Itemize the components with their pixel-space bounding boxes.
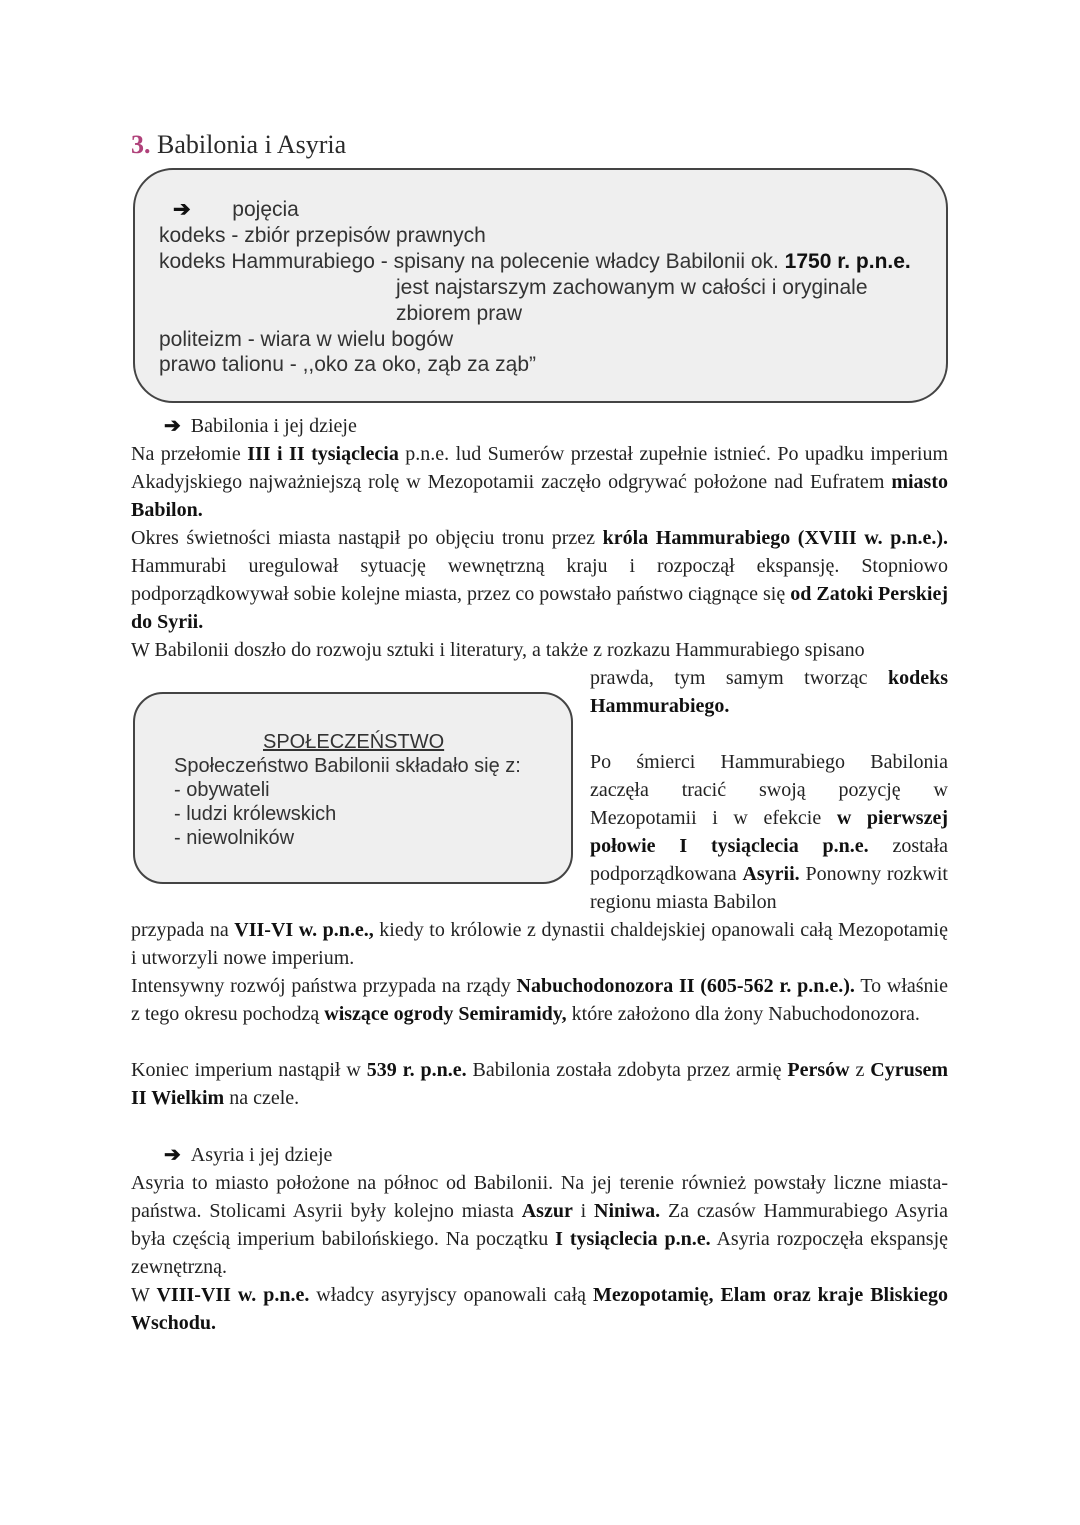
paragraph-asyria-2: W VIII-VII w. p.n.e. władcy asyryjscy opanowali całą Mezopotamię, Elam oraz kraje Bliskiego Wschodu. bbox=[131, 1284, 948, 1334]
paragraph-asyria-1: Asyria to miasto położone na północ od Babilonii. Na jej terenie również powstały liczne miasta-państwa. Stolicami Asyrii były kolejno miasta Aszur i Niniwa. Za czasów Hammurabiego Asyria była częścią imperium babilońskiego. Na początku I tysiąclecia p.n.e. Asyria rozpoczęła ekspansję zewnętrzną. bbox=[131, 1172, 949, 1278]
section-title: Babilonia i Asyria bbox=[157, 130, 347, 159]
paragraph-babilonia-1: Na przełomie III i II tysiąclecia p.n.e. lud Sumerów przestał zupełnie istnieć. Po upadku imperium Akadyjskiego najważniejszą rolę w Mezopotamii zaczęło odgrywać położone nad Eufratem miasto Babilon. bbox=[131, 443, 949, 521]
society-item: - niewolników bbox=[174, 827, 295, 849]
society-box bbox=[133, 692, 573, 884]
society-item: - obywateli bbox=[174, 779, 270, 801]
paragraph-babilonia-3-cont: prawda, tym samym tworząc kodeks Hammurabiego. bbox=[590, 667, 948, 717]
concept-kodeks: kodeks - zbiór przepisów prawnych bbox=[159, 224, 486, 247]
paragraph-babilonia-6: Koniec imperium nastąpił w 539 r. p.n.e. Babilonia została zdobyta przez armię Persów z Cyrusem II Wielkim na czele. bbox=[131, 1059, 949, 1109]
concepts-box bbox=[133, 168, 948, 403]
concept-kodeks-hammurabiego: kodeks Hammurabiego - spisany na polecenie władcy Babilonii ok. 1750 r. p.n.e. bbox=[159, 250, 911, 273]
paragraph-babilonia-3: W Babilonii doszło do rozwoju sztuki i literatury, a także z rozkazu Hammurabiego spisano bbox=[131, 639, 865, 661]
society-header: SPOŁECZEŃSTWO bbox=[263, 731, 445, 753]
concept-politeizm: politeizm - wiara w wielu bogów bbox=[159, 328, 454, 351]
paragraph-babilonia-4: Po śmierci Hammurabiego Babilonia zaczęła tracić swoją pozycję w Mezopotamii i w efekcie w pierwszej połowie I tysiąclecia p.n.e. została podporządkowana Asyrii. Ponowny rozkwit regionu miasta Babilon bbox=[590, 751, 948, 913]
paragraph-babilonia-4-cont: przypada na VII-VI w. p.n.e., kiedy to królowie z dynastii chaldejskiej opanowali całą Mezopotamię i utworzyli nowe imperium. bbox=[131, 919, 948, 969]
concepts-header: ➔ pojęcia bbox=[173, 198, 299, 221]
arrow-right-icon: ➔ bbox=[173, 198, 191, 221]
page-title bbox=[131, 128, 346, 162]
society-intro: Społeczeństwo Babilonii składało się z: bbox=[174, 755, 521, 777]
section-heading-babilonia: ➔ Babilonia i jej dzieje bbox=[164, 415, 357, 437]
concept-kodeks-hammurabiego-cont2: zbiorem praw bbox=[396, 302, 523, 325]
arrow-right-icon: ➔ bbox=[164, 415, 181, 437]
paragraph-babilonia-5: Intensywny rozwój państwa przypada na rządy Nabuchodonozora II (605-562 r. p.n.e.). To właśnie z tego okresu pochodzą wiszące ogrody Semiramidy, które założono dla żony Nabuchodonozora. bbox=[131, 975, 948, 1025]
concept-prawo-talionu: prawo talionu - ,,oko za oko, ząb za ząb” bbox=[159, 353, 537, 376]
section-number: 3. bbox=[131, 130, 151, 159]
section-heading-asyria: ➔ Asyria i jej dzieje bbox=[164, 1144, 333, 1166]
society-item: - ludzi królewskich bbox=[174, 803, 337, 825]
arrow-right-icon: ➔ bbox=[164, 1144, 181, 1166]
concept-kodeks-hammurabiego-cont: jest najstarszym zachowanym w całości i oryginale bbox=[396, 276, 868, 299]
paragraph-babilonia-2: Okres świetności miasta nastąpił po objęciu tronu przez króla Hammurabiego (XVIII w. p.n.e.). Hammurabi uregulował sytuację wewnętrzną kraju i rozpoczął ekspansję. Stopniowo podporządkowywał sobie kolejne miasta, przez co powstało państwo ciągnące się od Zatoki Perskiej do Syrii. bbox=[131, 527, 949, 633]
